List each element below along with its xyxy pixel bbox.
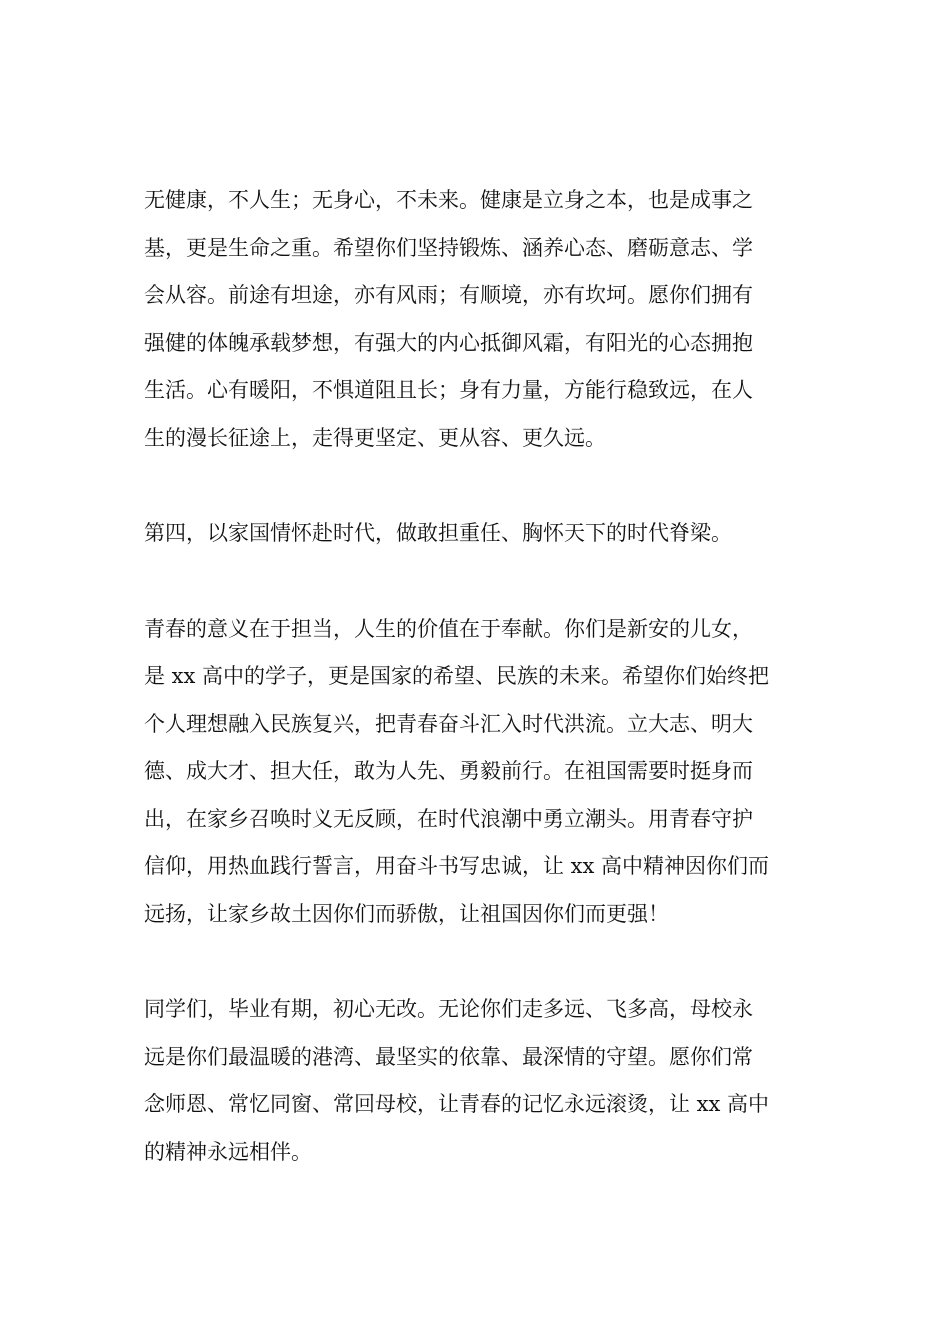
section-heading-fourth [144, 510, 808, 558]
paragraph-spacer [144, 938, 808, 986]
text-line: 出，在家乡召唤时义无反顾，在时代浪潮中勇立潮头。用青春守护 [144, 806, 753, 831]
paragraph-spacer [144, 462, 808, 510]
text-line: 强健的体魄承载梦想，有强大的内心抵御风霜，有阳光的心态拥抱 [144, 330, 753, 355]
text-line: 德、成大才、担大任，敢为人先、勇毅前行。在祖国需要时挺身而 [144, 759, 753, 783]
text-line: 的精神永远相伴。 [144, 1139, 312, 1164]
text-line: 远是你们最温暖的港湾、最坚实的依靠、最深情的守望。愿你们常 [144, 1044, 753, 1069]
text-line: 同学们，毕业有期，初心无改。无论你们走多远、飞多高，母校永 [144, 997, 753, 1021]
paragraph-youth [144, 606, 808, 939]
text-line: 远扬，让家乡故土因你们而骄傲，让祖国因你们而更强！ [144, 901, 669, 926]
text-line: 个人理想融入民族复兴，把青春奋斗汇入时代洪流。立大志、明大 [144, 711, 753, 736]
document-body [144, 177, 808, 1176]
text-line: 生的漫长征途上，走得更坚定、更从容、更久远。 [144, 425, 606, 450]
paragraph-health [144, 177, 808, 462]
text-line: 无健康，不人生；无身心，不未来。健康是立身之本，也是成事之 [144, 188, 753, 212]
paragraph-closing [144, 986, 808, 1176]
text-line: 基，更是生命之重。希望你们坚持锻炼、涵养心态、磨砺意志、学 [144, 235, 753, 260]
text-line: 念师恩、常忆同窗、常回母校，让青春的记忆永远滚烫，让 xx 高中 [144, 1092, 770, 1116]
text-line: 信仰，用热血践行誓言，用奋斗书写忠诚，让 xx 高中精神因你们而 [144, 854, 770, 878]
paragraph-spacer [144, 558, 808, 606]
text-line: 青春的意义在于担当，人生的价值在于奉献。你们是新安的儿女， [144, 616, 753, 641]
text-line: 会从容。前途有坦途，亦有风雨；有顺境，亦有坎坷。愿你们拥有 [144, 283, 753, 307]
text-line: 是 xx 高中的学子，更是国家的希望、民族的未来。希望你们始终把 [144, 664, 770, 688]
text-line: 第四，以家国情怀赴时代，做敢担重任、胸怀天下的时代脊梁。 [144, 521, 732, 545]
text-line: 生活。心有暖阳，不惧道阻且长；身有力量，方能行稳致远，在人 [144, 378, 753, 402]
